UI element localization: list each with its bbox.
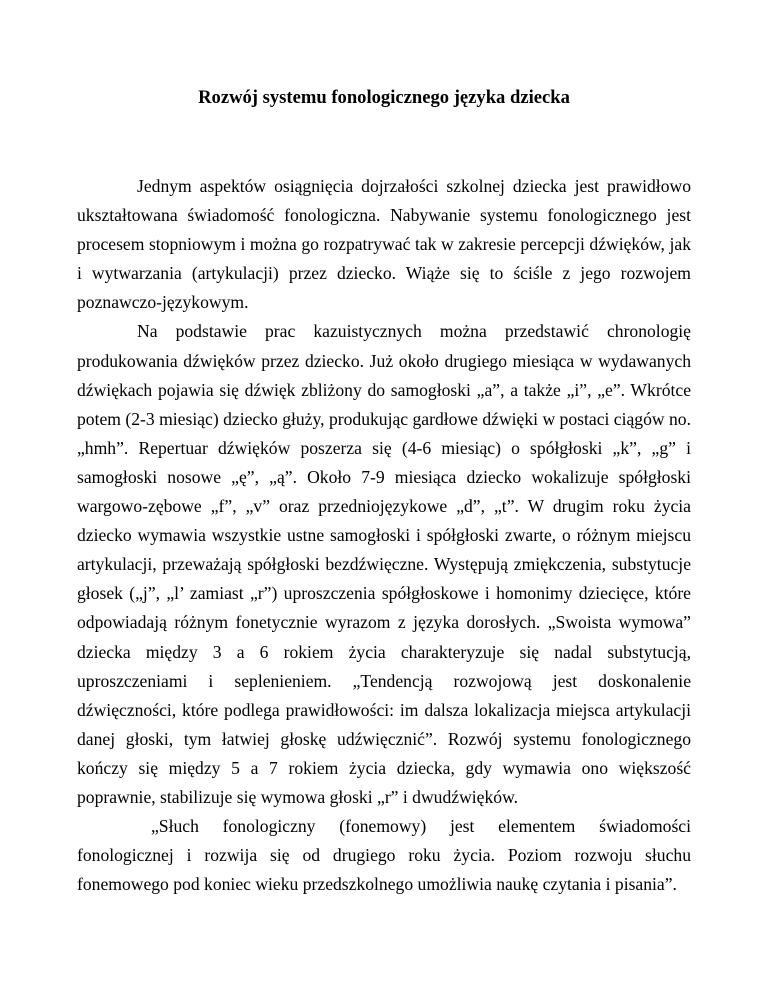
paragraph-3: „Słuch fonologiczny (fonemowy) jest elementem świadomości fonologicznej i rozwija się od drugiego roku życia. Poziom rozwoju słuchu fonemowego pod koniec wieku przedszkolnego umożliwia naukę czytania i pisania”. — [77, 816, 691, 895]
document-body — [77, 172, 691, 899]
document-title: Rozwój systemu fonologicznego języka dziecka — [198, 87, 570, 108]
paragraph-2: Na podstawie prac kazuistycznych można przedstawić chronologię produkowania dźwięków przez dziecko. Już około drugiego miesiąca w wydawanych dźwiękach pojawia się dźwięk zbliżony do samogłoski „a”, a także „i”, „e”. Wkrótce potem (2-3 miesiąc) dziecko głuży, produkując gardłowe dźwięki w postaci ciągów no. „hmh”. Repertuar dźwięków poszerza się (4-6 miesiąc) o spółgłoski „k”, „g” i samogłoski nosowe „ę”, „ą”. Około 7-9 miesiąca dziecko wokalizuje spółgłoski wargowo-zębowe „f”, „v” oraz przedniojęzykowe „d”, „t”. W drugim roku życia dziecko wymawia wszystkie ustne samogłoski i spółgłoski zwarte, o różnym miejscu artykulacji, przeważają spółgłoski bezdźwięczne. Występują zmiękczenia, substytucje głosek („j”, „l’ zamiast „r”) uproszczenia spółgłoskowe i homonimy dziecięce, które odpowiadają różnym fonetycznie wyrazom z języka dorosłych. „Swoista wymowa” dziecka między 3 a 6 rokiem życia charakteryzuje się nadal substytucją, uproszczeniami i seplenieniem. „Tendencją rozwojową jest doskonalenie dźwięczności, które podlega prawidłowości: im dalsza lokalizacja miejsca artykulacji danej głoski, tym łatwiej głoskę udźwięcznić”. Rozwój systemu fonologicznego kończy się między 5 a 7 rokiem życia dziecka, gdy wymawia ono większość poprawnie, stabilizuje się wymowa głoski „r” i dwudźwięków. — [77, 321, 691, 807]
paragraph-1: Jednym aspektów osiągnięcia dojrzałości szkolnej dziecka jest prawidłowo ukształtowana świadomość fonologiczna. Nabywanie systemu fonologicznego jest procesem stopniowym i można go rozpatrywać tak w zakresie percepcji dźwięków, jak i wytwarzania (artykulacji) przez dziecko. Wiąże się to ściśle z jego rozwojem poznawczo-językowym. — [77, 176, 691, 313]
